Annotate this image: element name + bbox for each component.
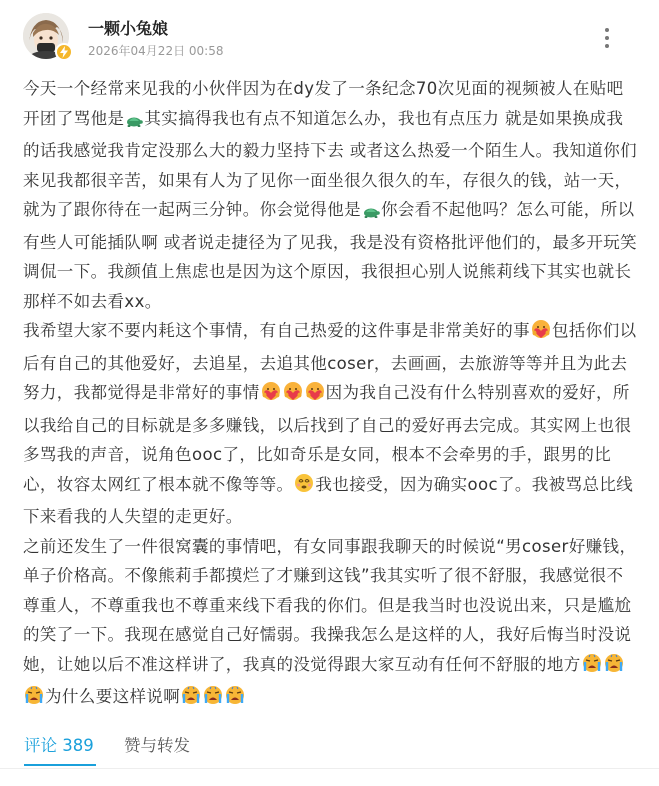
crying-face-icon bbox=[24, 685, 44, 715]
hug-heart-icon bbox=[305, 381, 325, 411]
crying-face-icon bbox=[181, 685, 201, 715]
crying-face-icon bbox=[604, 653, 624, 683]
avatar[interactable] bbox=[23, 13, 75, 63]
post-header bbox=[0, 0, 659, 70]
crying-face-icon bbox=[582, 653, 602, 683]
turtle-icon bbox=[362, 198, 380, 228]
post-content bbox=[23, 74, 639, 715]
hug-heart-icon bbox=[531, 319, 551, 349]
post-paragraph bbox=[23, 74, 639, 316]
post-paragraph bbox=[23, 316, 639, 532]
post-text: 为什么要这样说啊 bbox=[45, 687, 181, 706]
dizzy-face-icon bbox=[294, 473, 314, 503]
post-text: 因为我自己没有什么特别喜欢的爱好，所以我给自己的目标就是多多赚钱，以后找到了自己的爱好再去完成。其实网上也很多骂我的声音，说角色ooc了，比如奇乐是女同，根本不会牵男的手，跟男的比心，妆容太网红了根本就不像等等。 bbox=[23, 383, 632, 494]
post-paragraph bbox=[23, 532, 639, 715]
lightning-badge-icon bbox=[55, 43, 73, 61]
post-text: 包括你们以后有自己的其他爱好，去追星，去追其他coser，去画画，去旅游等等并且为此去努力，我都觉得是非常好的事情 bbox=[23, 321, 637, 402]
post-tabs bbox=[0, 720, 659, 770]
active-tab-indicator bbox=[24, 764, 96, 766]
more-vertical-icon[interactable] bbox=[597, 26, 617, 50]
post-text: 今天一个经常来见我的小伙伴因为在dy发了一条纪念70次见面的视频被人在贴吧开团了骂他是 bbox=[23, 79, 624, 128]
post-text: 其实搞得我也有点不知道怎么办，我也有点压力 就是如果换成我的话我感觉我肯定没那么大的毅力坚持下去 或者这么热爱一个陌生人。我知道你们来见我都很辛苦，如果有人为了见你一面坐很久很久的车，存很久的钱，站一天，就为了跟你待在一起两三分钟。你会觉得他是 bbox=[23, 108, 638, 219]
divider bbox=[0, 768, 659, 769]
tab-likes-reposts[interactable]: 赞与转发 bbox=[124, 736, 190, 755]
post-text: 我希望大家不要内耗这个事情，有自己热爱的这件事是非常美好的事 bbox=[23, 321, 530, 340]
hug-heart-icon bbox=[283, 381, 303, 411]
crying-face-icon bbox=[225, 685, 245, 715]
post-text: 之前还发生了一件很窝囊的事情吧，有女同事跟我聊天的时候说“男coser好赚钱，单子价格高。不像熊莉手都摸烂了才赚到这钱”我其实听了很不舒服，我感觉很不尊重人，不尊重我也不尊重来线下看我的你们。但是我当时也没说出来，只是尴尬的笑了一下。我现在感觉自己好懦弱。我操我怎么是这样的人，我好后悔当时没说她，让她以后不准这样讲了，我真的没觉得跟大家互动有任何不舒服的地方 bbox=[23, 536, 637, 674]
hug-heart-icon bbox=[261, 381, 281, 411]
tab-comments[interactable]: 评论 389 bbox=[24, 736, 94, 755]
post-text: 你会看不起他吗？怎么可能，所以有些人可能插队啊 或者说走捷径为了见我，我是没有资格批评他们的，最多开玩笑调侃一下。我颜值上焦虑也是因为这个原因，我很担心别人说熊莉线下其实也就长那样不如去看xx。 bbox=[23, 200, 638, 311]
post-text: 我也接受，因为确实ooc了。我被骂总比线下来看我的人失望的走更好。 bbox=[23, 474, 634, 526]
turtle-icon bbox=[125, 107, 143, 137]
post-timestamp: 2026年04月22日 00:58 bbox=[88, 44, 224, 58]
author-name[interactable]: 一颗小兔娘 bbox=[88, 19, 169, 38]
crying-face-icon bbox=[203, 685, 223, 715]
